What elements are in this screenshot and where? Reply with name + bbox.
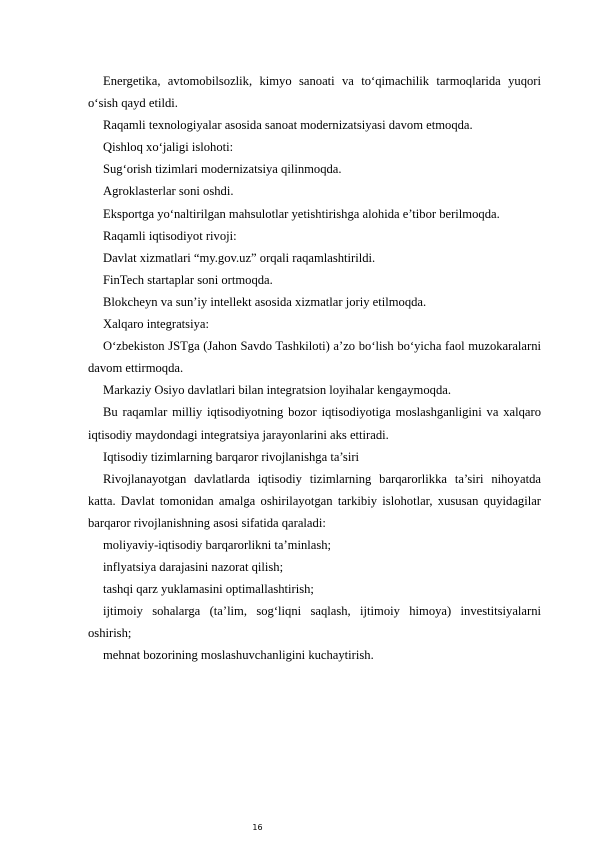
section-heading: Qishloq xo‘jaligi islohoti: (103, 140, 234, 155)
list-item: moliyaviy-iqtisodiy barqarorlikni ta’minlash; (103, 537, 332, 552)
list-item: tashqi qarz yuklamasini optimallashtirish; (103, 582, 314, 597)
section-heading: Iqtisodiy tizimlarning barqaror rivojlanishga ta’siri (103, 449, 360, 464)
list-item: inflyatsiya darajasini nazorat qilish; (103, 560, 284, 575)
paragraph: Bu raqamlar milliy iqtisodiyotning bozor iqtisodiyotiga moslashganligini va xalqaro iqtisodiy maydondagi integratsiya jarayonlarini aks ettiradi. (88, 405, 541, 442)
list-item: FinTech startaplar soni ortmoqda. (103, 272, 273, 287)
page-number: 16 (252, 823, 263, 832)
section-heading: Xalqaro integratsiya: (103, 317, 209, 332)
document-body (88, 70, 541, 667)
list-item: Eksportga yo‘naltirilgan mahsulotlar yetishtirishga alohida e’tibor berilmoqda. (103, 206, 500, 221)
section-heading: Raqamli iqtisodiyot rivoji: (103, 228, 237, 243)
paragraph: Rivojlanayotgan davlatlarda iqtisodiy tizimlarning barqarorlikka ta’siri nihoyatda katta. Davlat tomonidan amalga oshirilayotgan tarkibiy islohotlar, xususan quyidagilar barqaror rivojlanishning asosi sifatida qaraladi: (88, 471, 541, 530)
list-item: ijtimoiy sohalarga (ta’lim, sog‘liqni saqlash, ijtimoiy himoya) investitsiyalarni oshirish; (88, 604, 541, 641)
list-item: Markaziy Osiyo davlatlari bilan integratsion loyihalar kengaymoqda. (103, 383, 451, 398)
paragraph: Raqamli texnologiyalar asosida sanoat modernizatsiyasi davom etmoqda. (103, 118, 473, 133)
list-item: O‘zbekiston JSTga (Jahon Savdo Tashkiloti) a’zo bo‘lish bo‘yicha faol muzokaralarni davom ettirmoqda. (88, 339, 541, 376)
list-item: Agroklasterlar soni oshdi. (103, 184, 234, 199)
paragraph: Energetika, avtomobilsozlik, kimyo sanoati va to‘qimachilik tarmoqlarida yuqori o‘sish qayd etildi. (88, 74, 541, 111)
list-item: Blokcheyn va sun’iy intellekt asosida xizmatlar joriy etilmoqda. (103, 294, 427, 309)
list-item: Davlat xizmatlari “my.gov.uz” orqali raqamlashtirildi. (103, 250, 376, 265)
list-item: Sug‘orish tizimlari modernizatsiya qilinmoqda. (103, 162, 342, 177)
list-item: mehnat bozorining moslashuvchanligini kuchaytirish. (103, 648, 374, 663)
